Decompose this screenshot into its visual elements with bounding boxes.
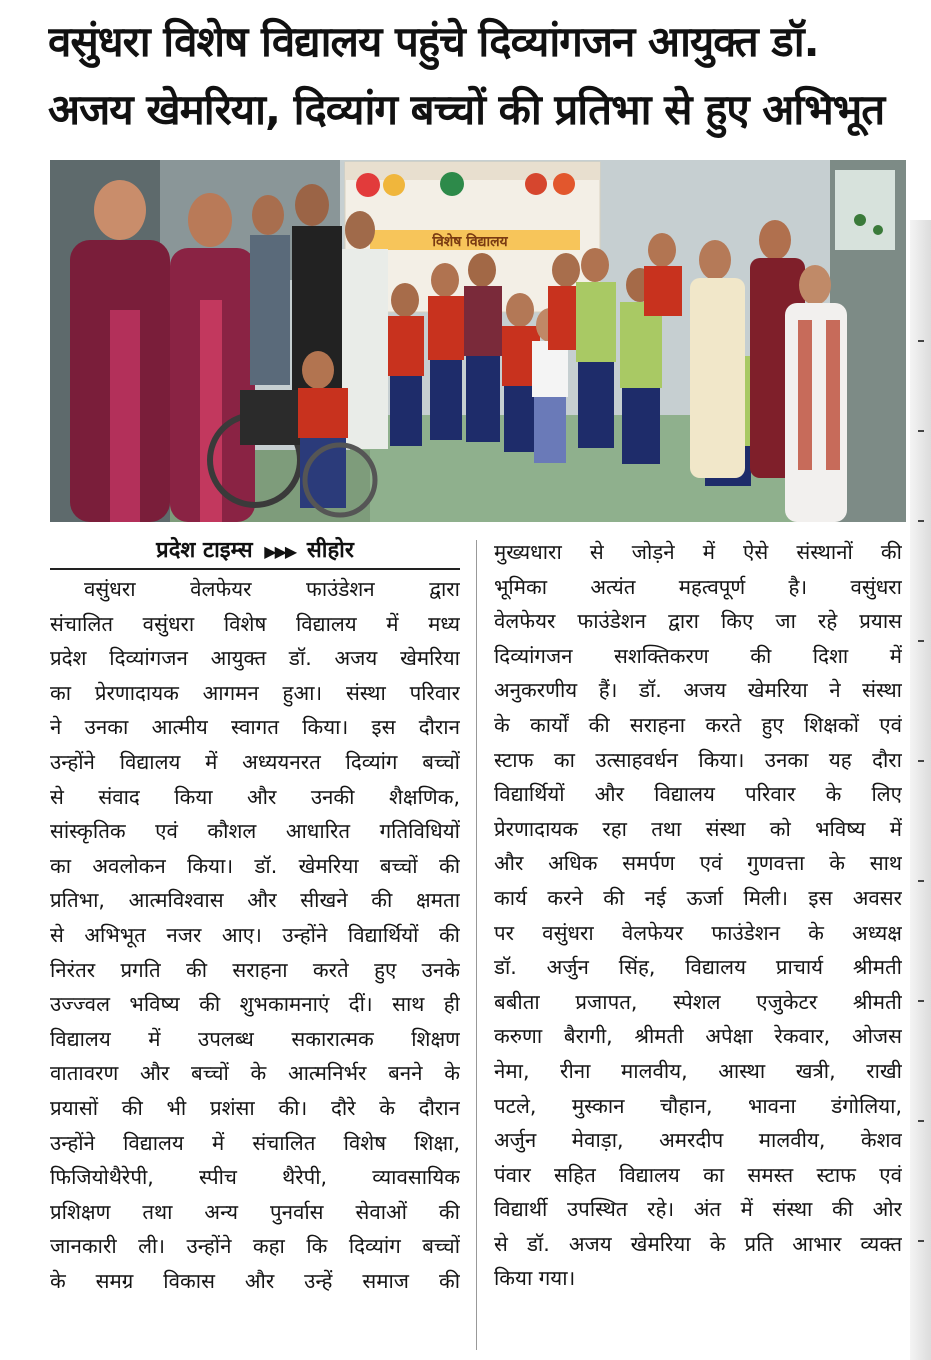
headline-line-2: अजय खेमरिया, दिव्यांग बच्चों की प्रतिभा से हुए अभिभूत <box>48 85 885 134</box>
body-line: का प्रेरणादायक आगमन हुआ। संस्था परिवार <box>50 680 460 705</box>
body-line: उन्होंने विद्यालय में अध्ययनरत दिव्यांग बच्चों <box>50 749 460 774</box>
headline-line-1: वसुंधरा विशेष विद्यालय पहुंचे दिव्यांगजन आयुक्त डॉ. <box>48 17 819 66</box>
body-line: डॉ. अर्जुन सिंह, विद्यालय प्राचार्य श्रीमती <box>494 955 902 980</box>
body-line: पंवार सहित विद्यालय का समस्त स्टाफ एवं <box>494 1162 902 1187</box>
article-column-left <box>50 572 460 1298</box>
body-line: कार्य करने की नई ऊर्जा मिली। इस अवसर <box>494 885 902 910</box>
banner-text: विशेष विद्यालय <box>432 234 508 250</box>
body-line: का अवलोकन किया। डॉ. खेमरिया बच्चों की <box>50 853 460 878</box>
body-line: वेलफेयर फाउंडेशन द्वारा किए जा रहे प्रयास <box>494 609 902 634</box>
body-line: संचालित वसुंधरा विशेष विद्यालय में मध्य <box>50 611 460 636</box>
body-line: भूमिका अत्यंत महत्वपूर्ण है। वसुंधरा <box>494 574 902 599</box>
body-line: निरंतर प्रगति की सराहना करते हुए उनके <box>50 957 460 982</box>
body-line: विद्यार्थी उपस्थित रहे। अंत में संस्था की ओर <box>494 1197 902 1222</box>
body-line: मुख्यधारा से जोड़ने में ऐसे संस्थानों की <box>494 540 902 564</box>
body-line: नेमा, रीना मालवीय, आस्था खत्री, राखी <box>494 1058 902 1083</box>
article-column-right <box>494 535 902 1296</box>
group-photo-illustration <box>50 160 906 522</box>
body-line: से अभिभूत नजर आए। उन्होंने विद्यार्थियों की <box>50 922 460 947</box>
body-line: के कार्यों की सराहना करते हुए शिक्षकों एवं <box>494 712 902 737</box>
body-line: करुणा बैरागी, श्रीमती अपेक्षा रेकवार, ओजस <box>494 1024 902 1049</box>
body-line: विद्यालय में उपलब्ध सकारात्मक शिक्षण <box>50 1026 460 1051</box>
body-line: प्रयासों की भी प्रशंसा की। दौरे के दौरान <box>50 1095 460 1120</box>
body-line: दिव्यांगजन सशक्तिकरण की दिशा में <box>494 643 902 668</box>
body-line: उन्होंने विद्यालय में संचालित विशेष शिक्षा, <box>50 1130 460 1155</box>
body-line: विद्यार्थियों और विद्यालय परिवार के लिए <box>494 782 902 807</box>
column-divider <box>476 540 477 1350</box>
body-line: अर्जुन मेवाड़ा, अमरदीप मालवीय, केशव <box>494 1128 902 1153</box>
byline-arrow-icon: ▶▶▶ <box>264 542 296 561</box>
body-line: ने उनका आत्मीय स्वागत किया। इस दौरान <box>50 715 460 740</box>
byline-city: सीहोर <box>306 538 354 563</box>
body-line: से डॉ. अजय खेमरिया के प्रति आभार व्यक्त <box>494 1231 902 1256</box>
body-line: से संवाद किया और उनकी शैक्षणिक, <box>50 784 460 809</box>
page-edge <box>910 220 931 1360</box>
body-line: उज्ज्वल भविष्य की शुभकामनाएं दीं। साथ ही <box>50 992 460 1017</box>
group-photo <box>50 160 906 522</box>
byline-paper: प्रदेश टाइम्स <box>156 538 253 563</box>
body-line: जानकारी ली। उन्होंने कहा कि दिव्यांग बच्चों <box>50 1234 460 1259</box>
body-line: स्टाफ का उत्साहवर्धन किया। उनका यह दौरा <box>494 747 902 772</box>
body-line: और अधिक समर्पण एवं गुणवत्ता के साथ <box>494 851 902 876</box>
body-line: बबीता प्रजापत, स्पेशल एजुकेटर श्रीमती <box>494 989 902 1014</box>
body-line: वातावरण और बच्चों के आत्मनिर्भर बनने के <box>50 1061 460 1086</box>
headline <box>48 8 918 144</box>
body-line: किया गया। <box>494 1266 576 1291</box>
body-line: फिजियोथैरेपी, स्पीच थैरेपी, व्यावसायिक <box>50 1165 460 1190</box>
body-line: प्रशिक्षण तथा अन्य पुनर्वास सेवाओं की <box>50 1199 460 1224</box>
body-line: प्रतिभा, आत्मविश्वास और सीखने की क्षमता <box>50 888 460 913</box>
body-line: प्रेरणादायक रहा तथा संस्था को भविष्य में <box>494 816 902 841</box>
body-line: सांस्कृतिक एवं कौशल आधारित गतिविधियों <box>50 819 460 844</box>
body-line: वसुंधरा वेलफेयर फाउंडेशन द्वारा <box>84 577 460 601</box>
body-line: अनुकरणीय हैं। डॉ. अजय खेमरिया ने संस्था <box>494 678 902 703</box>
body-line: के समग्र विकास और उन्हें समाज की <box>50 1268 460 1293</box>
byline <box>50 536 460 567</box>
body-line: प्रदेश दिव्यांगजन आयुक्त डॉ. अजय खेमरिया <box>50 646 460 671</box>
byline-rule <box>50 568 460 570</box>
body-line: पटले, मुस्कान चौहान, भावना डंगोलिया, <box>494 1093 902 1118</box>
body-line: पर वसुंधरा वेलफेयर फाउंडेशन के अध्यक्ष <box>494 920 902 945</box>
